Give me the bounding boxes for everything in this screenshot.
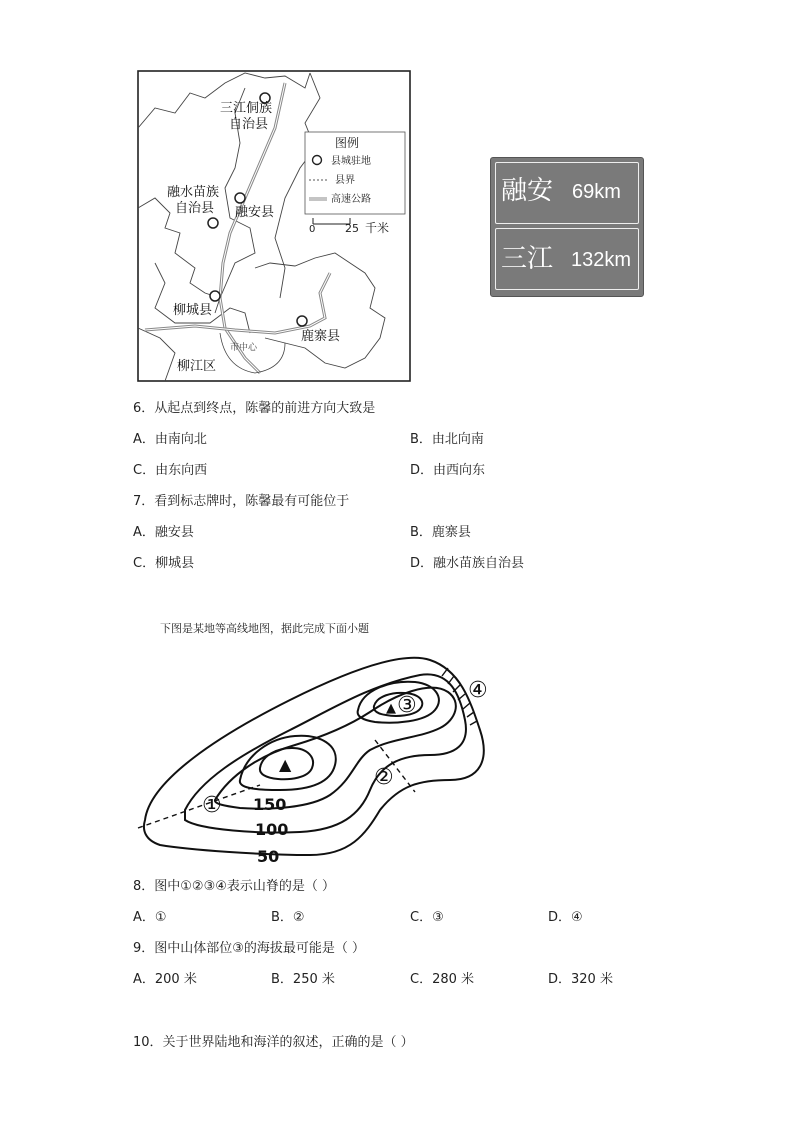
label-liucheng: 柳城县 xyxy=(173,303,213,318)
legend-county-seat-icon xyxy=(313,156,322,165)
sign-row-1 xyxy=(495,162,639,224)
contour-label-100: 100 xyxy=(255,820,289,839)
label-rongshui-2: 自治县 xyxy=(175,201,215,216)
q8-option-d: D．④ xyxy=(548,910,583,925)
svg-text:高速公路: 高速公路 xyxy=(331,194,371,205)
label-city-center: 市中心 xyxy=(230,343,258,353)
q6-option-c: C．由东向西 xyxy=(133,463,208,478)
svg-text:25: 25 xyxy=(345,222,359,235)
label-sanjiang-2: 自治县 xyxy=(229,117,269,132)
road-sign xyxy=(490,157,644,297)
q6-option-d: D．由西向东 xyxy=(410,463,486,478)
q9-option-b: B．250 米 xyxy=(271,972,335,987)
q7-option-a: A．融安县 xyxy=(133,525,194,540)
label-rongan: 融安县 xyxy=(235,205,275,220)
peak-west-icon: ▲ xyxy=(279,755,292,774)
contour-label-150: 150 xyxy=(253,795,287,814)
marker-1: ① xyxy=(202,793,222,818)
label-liujiang: 柳江区 xyxy=(177,359,217,374)
legend-title: 图例 xyxy=(335,136,360,150)
sign-place-1: 融安 xyxy=(501,176,554,206)
q7-option-d: D．融水苗族自治县 xyxy=(410,556,525,571)
q9-option-d: D．320 米 xyxy=(548,972,613,987)
label-sanjiang-1: 三江侗族 xyxy=(220,101,273,116)
contour-label-50: 50 xyxy=(257,847,280,866)
label-luzhai: 鹿寨县 xyxy=(301,329,341,344)
q8-stem: 8．图中①②③④表示山脊的是（ ） xyxy=(133,879,336,894)
marker-4: ④ xyxy=(468,678,488,703)
county-seat-luzhai xyxy=(297,316,307,326)
q7-stem: 7．看到标志牌时，陈馨最有可能位于 xyxy=(133,494,350,509)
q6-option-a: A．由南向北 xyxy=(133,432,207,447)
peak-east-icon: ▲ xyxy=(386,701,396,716)
q9-option-c: C．280 米 xyxy=(410,972,475,987)
marker-3: ③ xyxy=(397,693,417,718)
contour-100 xyxy=(185,674,466,832)
svg-text:县城驻地: 县城驻地 xyxy=(331,156,371,167)
q6-stem: 6．从起点到终点，陈馨的前进方向大致是 xyxy=(133,401,376,416)
county-seat-rongshui xyxy=(208,218,218,228)
contour-map xyxy=(130,640,500,870)
q8-option-c: C．③ xyxy=(410,910,444,925)
map-legend xyxy=(305,132,405,214)
county-seat-liucheng xyxy=(210,291,220,301)
q8-option-b: B．② xyxy=(271,910,305,925)
sign-place-2: 三江 xyxy=(501,244,554,274)
contour-intro: 下图是某地等高线地图，据此完成下面小题 xyxy=(160,622,369,635)
sign-row-2 xyxy=(495,228,639,290)
q9-option-a: A．200 米 xyxy=(133,972,197,987)
svg-text:县界: 县界 xyxy=(335,175,355,186)
county-seat-rongan xyxy=(235,193,245,203)
q6-option-b: B．由北向南 xyxy=(410,432,484,447)
q9-stem: 9．图中山体部位③的海拔最可能是（ ） xyxy=(133,941,366,956)
sign-distance-2: 132km xyxy=(571,249,632,271)
county-map xyxy=(135,68,415,386)
q8-option-a: A．① xyxy=(133,910,167,925)
q10-stem: 10．关于世界陆地和海洋的叙述，正确的是（ ） xyxy=(133,1035,414,1050)
q7-option-b: B．鹿寨县 xyxy=(410,525,471,540)
marker-2: ② xyxy=(374,765,394,790)
sign-distance-1: 69km xyxy=(572,181,621,203)
q7-option-c: C．柳城县 xyxy=(133,556,195,571)
label-rongshui-1: 融水苗族 xyxy=(167,185,220,200)
svg-text:千米: 千米 xyxy=(365,221,390,235)
svg-text:0: 0 xyxy=(309,224,316,235)
